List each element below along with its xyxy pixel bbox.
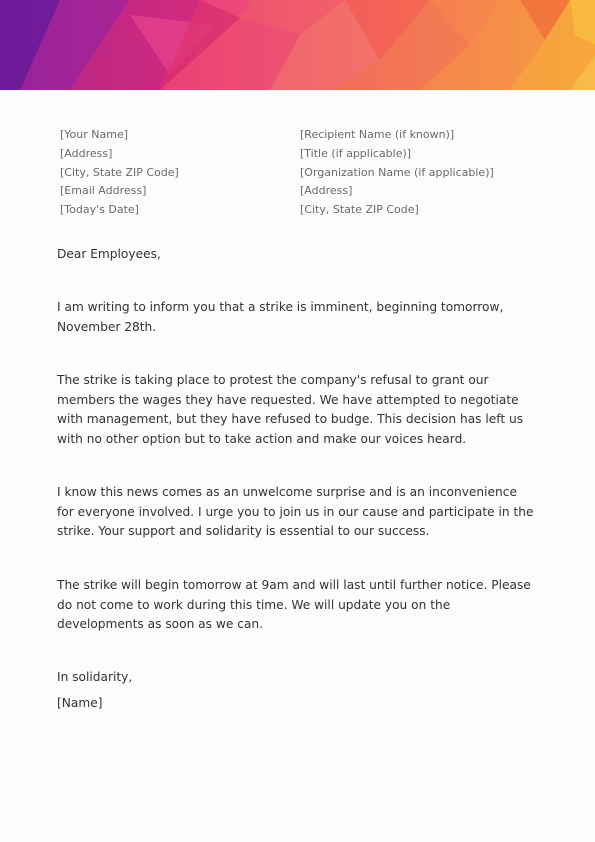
- recipient-address: [Address]: [300, 184, 353, 198]
- recipient-address-block: [300, 126, 494, 220]
- sender-address: [Address]: [60, 146, 113, 160]
- sender-email: [Email Address]: [60, 184, 147, 198]
- letter-date: [Today's Date]: [60, 203, 139, 217]
- recipient-organization: [Organization Name (if applicable)]: [300, 165, 494, 179]
- paragraph-strike-details: The strike will begin tomorrow at 9am and will last until further notice. Please do not come to work during this time. We will update you on the developments as soon as we can.: [57, 578, 531, 631]
- recipient-title: [Title (if applicable)]: [300, 146, 412, 160]
- recipient-city-state-zip: [City, State ZIP Code]: [300, 203, 419, 217]
- paragraph-strike-announcement: I am writing to inform you that a strike is imminent, beginning tomorrow, November 28th.: [57, 300, 504, 334]
- sender-name: [Your Name]: [60, 128, 129, 141]
- paragraph-strike-reason: The strike is taking place to protest the company's refusal to grant our members the wages they have requested. We have attempted to negotiate with management, but they have refused to budge. This decision has left us with no other option but to take action and make our voices heard.: [57, 373, 524, 446]
- recipient-name: [Recipient Name (if known)]: [300, 128, 455, 141]
- decorative-banner: [0, 0, 595, 90]
- paragraph-call-to-action: I know this news comes as an unwelcome surprise and is an inconvenience for everyone involved. I urge you to join us in our cause and participate in the strike. Your support and solidarity is essential to our success.: [57, 485, 534, 538]
- salutation: Dear Employees,: [57, 247, 161, 261]
- closing: In solidarity,: [57, 670, 133, 684]
- sender-address-block: [60, 126, 179, 220]
- sender-city-state-zip: [City, State ZIP Code]: [60, 165, 179, 179]
- signature: [Name]: [57, 696, 103, 710]
